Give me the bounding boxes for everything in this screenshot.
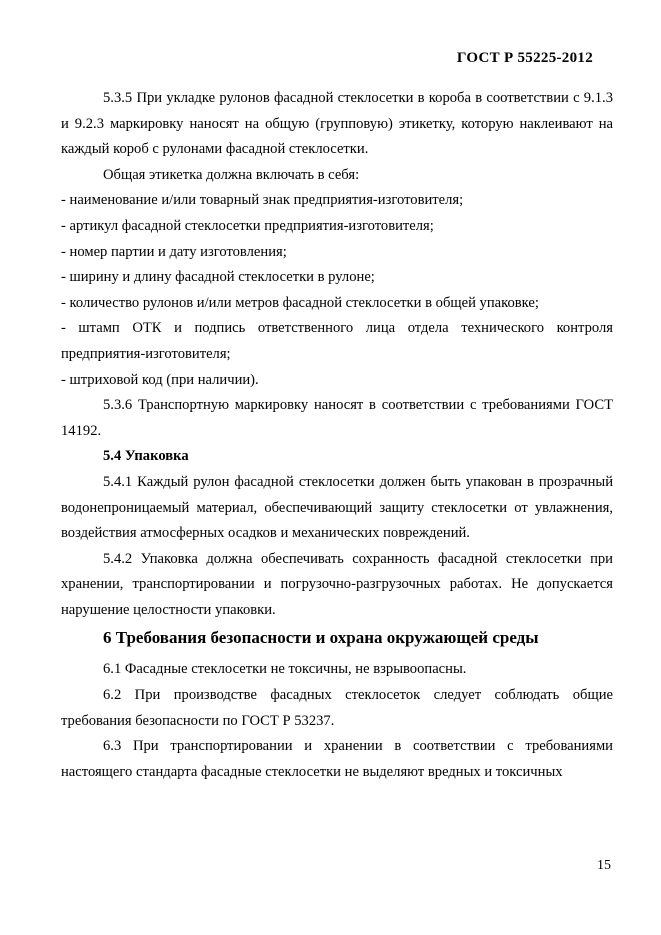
list-item: - номер партии и дату изготовления; <box>61 243 287 260</box>
list-item: - ширину и длину фасадной стеклосетки в рулоне; <box>61 269 375 286</box>
standard-header: ГОСТ Р 55225-2012 <box>456 50 593 66</box>
list-item: - артикул фасадной стеклосетки предприятия-изготовителя; <box>61 217 434 234</box>
section-heading-6: 6 Требования безопасности и охрана окружающей среды <box>103 628 539 648</box>
page-number: 15 <box>597 858 611 873</box>
list-item: - наименование и/или товарный знак предприятия-изготовителя; <box>61 192 464 209</box>
list-item: - штриховой код (при наличии). <box>61 371 259 388</box>
paragraph-5-4-2: 5.4.2 Упаковка должна обеспечивать сохранность фасадной стеклосетки при хранении, транспортировании и погрузочно-разгрузочных работах. Не допускается нарушение целостности упаковки. <box>61 550 613 618</box>
paragraph-6-2: 6.2 При производстве фасадных стеклосеток следует соблюдать общие требования безопасности по ГОСТ Р 53237. <box>61 687 613 729</box>
paragraph-label-intro: Общая этикетка должна включать в себя: <box>103 166 360 183</box>
list-item: - штамп ОТК и подпись ответственного лица отдела технического контроля предприятия-изготовителя; <box>61 320 613 362</box>
paragraph-5-4-1: 5.4.1 Каждый рулон фасадной стеклосетки должен быть упакован в прозрачный водонепроницаемый материал, обеспечивающий защиту стеклосетки от увлажнения, воздействия атмосферных осадков и механических повреждений. <box>61 473 613 542</box>
document-body <box>61 86 613 785</box>
paragraph-5-3-5: 5.3.5 При укладке рулонов фасадной стеклосетки в короба в соответствии с 9.1.3 и 9.2.3 маркировку наносят на общую (групповую) этикетку, которую наклеивают на каждый короб с рулонами фасадной стеклосетки. <box>61 90 613 158</box>
paragraph-5-3-6: 5.3.6 Транспортную маркировку наносят в соответствии с требованиями ГОСТ 14192. <box>61 397 613 439</box>
section-heading-5-4: 5.4 Упаковка <box>103 448 189 465</box>
paragraph-6-1: 6.1 Фасадные стеклосетки не токсичны, не взрывоопасны. <box>103 661 467 678</box>
paragraph-6-3: 6.3 При транспортировании и хранении в соответствии с требованиями настоящего стандарта фасадные стеклосетки не выделяют вредных и токсичных <box>61 738 613 780</box>
list-item: - количество рулонов и/или метров фасадной стеклосетки в общей упаковке; <box>61 294 539 311</box>
